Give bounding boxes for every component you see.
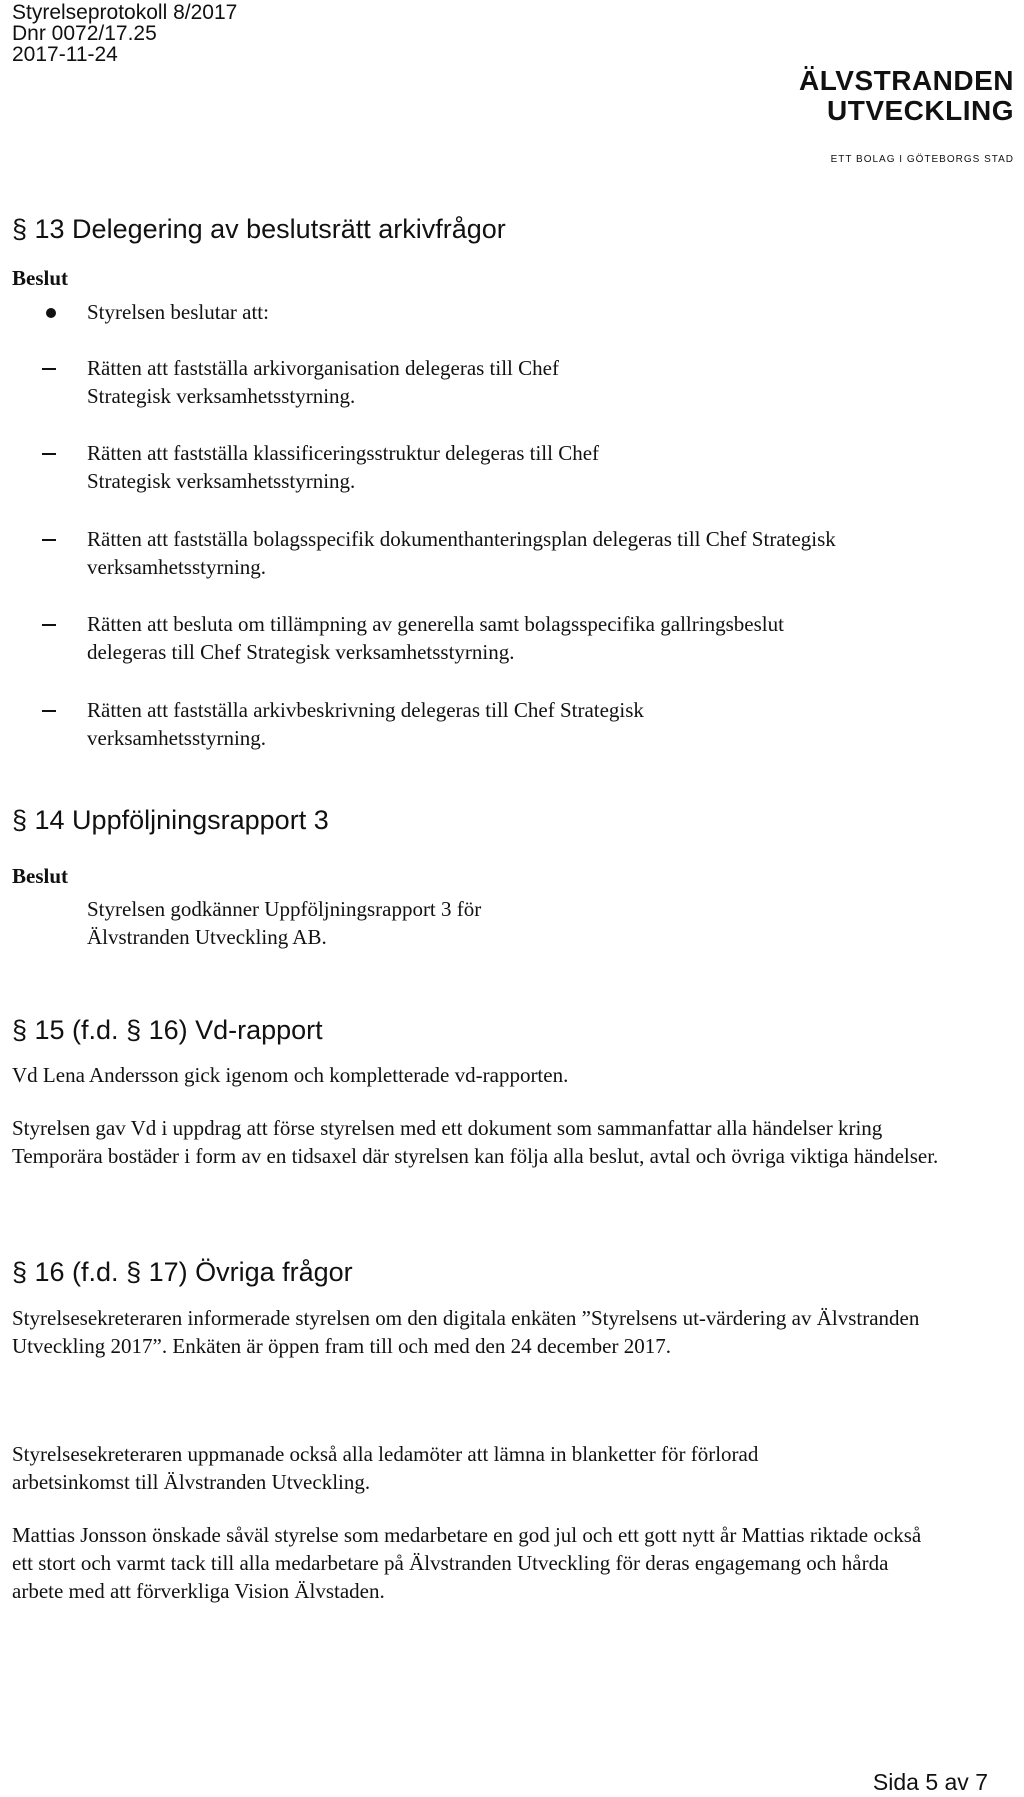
document-date: 2017-11-24 [12,43,118,66]
document-number: Dnr 0072/17.25 [12,22,157,45]
section-16-paragraph-3: Mattias Jonsson önskade såväl styrelse som medarbetare en god jul och ett gott nytt år Mattias riktade också ett stort och varmt tack till alla medarbetare på Älvstranden Utveckling för deras engagemang och hårda arbete med att förverkliga Vision Älvstaden. [12,1523,922,1603]
page-number: Sida 5 av 7 [872,1769,988,1795]
section-13-item-1: Rätten att fastställa arkivorganisation delegeras till Chef Strategisk verksamhetsstyrning. [87,356,559,408]
section-15-paragraph-1: Vd Lena Andersson gick igenom och kompletterade vd-rapporten. [12,1063,569,1087]
dash-marker [42,453,56,455]
dash-marker [42,368,56,370]
section-13-item-5: Rätten att fastställa arkivbeskrivning delegeras till Chef Strategisk verksamhetsstyrning. [87,698,644,750]
document-title: Styrelseprotokoll 8/2017 [12,1,238,24]
section-16-paragraph-1: Styrelsesekreteraren informerade styrelsen om den digitala enkäten ”Styrelsens ut-värdering av Älvstranden Utveckling 2017”. Enkäten är öppen fram till och med den 24 december 2017. [12,1306,920,1358]
section-15-heading: § 15 (f.d. § 16) Vd-rapport [12,1015,323,1045]
section-13-decision-label: Beslut [12,266,69,290]
dash-marker [42,710,56,712]
section-16-heading: § 16 (f.d. § 17) Övriga frågor [12,1257,353,1287]
section-13-item-2: Rätten att fastställa klassificeringsstruktur delegeras till Chef Strategisk verksamhetsstyrning. [87,441,600,493]
section-13-item-4: Rätten att besluta om tillämpning av generella samt bolagsspecifika gallringsbeslut delegeras till Chef Strategisk verksamhetsstyrning. [87,612,784,664]
logo-tagline: ETT BOLAG I GÖTEBORGS STAD [830,154,1014,165]
company-logo [799,66,1014,165]
bullet-dot [46,308,56,318]
section-13-item-3: Rätten att fastställa bolagsspecifik dokumenthanteringsplan delegeras till Chef Strategisk verksamhetsstyrning. [87,527,836,579]
section-16-paragraph-2: Styrelsesekreteraren uppmanade också alla ledamöter att lämna in blanketter för förlorad arbetsinkomst till Älvstranden Utveckling. [12,1442,759,1494]
section-14-text: Styrelsen godkänner Uppföljningsrapport 3 för Älvstranden Utveckling AB. [87,897,482,949]
logo-line-1: ÄLVSTRANDEN [799,65,1014,96]
section-13-heading: § 13 Delegering av beslutsrätt arkivfrågor [12,214,506,244]
dash-marker [42,539,56,541]
dash-marker [42,624,56,626]
section-15-paragraph-2: Styrelsen gav Vd i uppdrag att förse styrelsen med ett dokument som sammanfattar alla händelser kring Temporära bostäder i form av en tidsaxel där styrelsen kan följa alla beslut, avtal och övriga viktiga händelser. [12,1116,939,1168]
logo-line-2: UTVECKLING [827,95,1014,126]
document-meta [12,2,237,65]
section-14-decision-label: Beslut [12,864,69,888]
section-14-heading: § 14 Uppföljningsrapport 3 [12,805,329,835]
section-13-bullet-text: Styrelsen beslutar att: [87,300,269,324]
